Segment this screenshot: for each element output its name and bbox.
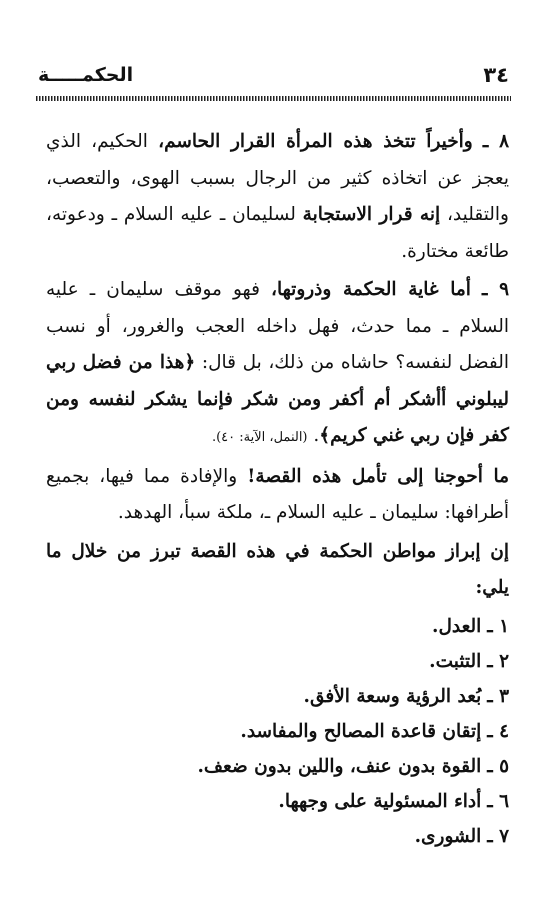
list-item (46, 784, 509, 819)
list-item (46, 644, 509, 679)
paragraph-8 (46, 124, 509, 270)
paragraph-lead: ما أحوجنا إلى تأمل هذه القصة! (247, 465, 509, 487)
paragraph-text: والإفادة مما فيها، بجميع أطرافها: سليمان ـ عليه السلام ـ، ملكة سبأ، الهدهد. (46, 465, 509, 523)
list-number: ٧ ـ (487, 825, 509, 847)
list-number: ٥ ـ (487, 755, 509, 777)
paragraph-number: ٩ ـ (482, 279, 509, 300)
header-rule (36, 96, 511, 101)
paragraph-lead: أما غاية الحكمة وذروتها، (271, 279, 471, 300)
list-number: ٤ ـ (487, 720, 509, 742)
paragraph-reflection (46, 459, 509, 532)
paragraph-emphasis: إنه قرار الاستجابة (302, 204, 441, 225)
page-number: ٣٤ (483, 63, 509, 87)
page-body (46, 124, 509, 854)
list-text: إتقان قاعدة المصالح والمفاسد. (240, 720, 482, 742)
list-number: ٦ ـ (487, 790, 509, 812)
list-item (46, 714, 509, 749)
list-number: ٣ ـ (487, 685, 509, 707)
paragraph-lead: وأخيراً تتخذ هذه المرأة القرار الحاسم، (158, 131, 473, 152)
list-item (46, 609, 509, 644)
list-number: ١ ـ (487, 615, 509, 637)
list-text: العدل. (432, 615, 482, 637)
paragraph-lead: إن إبراز مواطن الحكمة في هذه القصة تبرز من خلال ما يلي: (46, 540, 509, 598)
paragraph-text: . (313, 425, 320, 446)
paragraph-9 (46, 272, 509, 457)
list-text: التثبت. (429, 650, 482, 672)
list-item (46, 749, 509, 784)
list-item (46, 819, 509, 854)
paragraph-text: لسليمان ـ عليه السلام ـ ودعوته، طائعة مختارة. (46, 204, 509, 262)
list-text: أداء المسئولية على وجهها. (278, 790, 482, 812)
list-text: بُعد الرؤية وسعة الأفق. (303, 685, 482, 707)
verse-reference: (النمل، الآية: ٤٠). (211, 430, 308, 445)
list-number: ٢ ـ (487, 650, 509, 672)
paragraph-text: الحكيم، الذي يعجز عن اتخاذه كثير من الرجال بسبب الهوى، والتعصب، والتقليد، (46, 131, 509, 225)
list-text: الشورى. (414, 825, 482, 847)
paragraph-number: ٨ ـ (482, 131, 509, 152)
quran-verse: ﴿هذا من فضل ربي ليبلوني أأشكر أم أكفر ومن شكر فإنما يشكر لنفسه ومن كفر فإن ربي غني كريم﴾ (46, 352, 509, 446)
page-header (38, 64, 509, 86)
list-text: القوة بدون عنف، واللين بدون ضعف. (197, 755, 482, 777)
paragraph-intro (46, 534, 509, 607)
paragraph-text: فهو موقف سليمان ـ عليه السلام ـ مما حدث، فهل داخله العجب والغرور، أو نسب الفضل لنفسه؟ حاشاه من ذلك، بل قال: (46, 279, 509, 373)
running-title: الحكمـــــة (38, 64, 134, 86)
list-item (46, 679, 509, 714)
wisdom-list (46, 609, 509, 854)
